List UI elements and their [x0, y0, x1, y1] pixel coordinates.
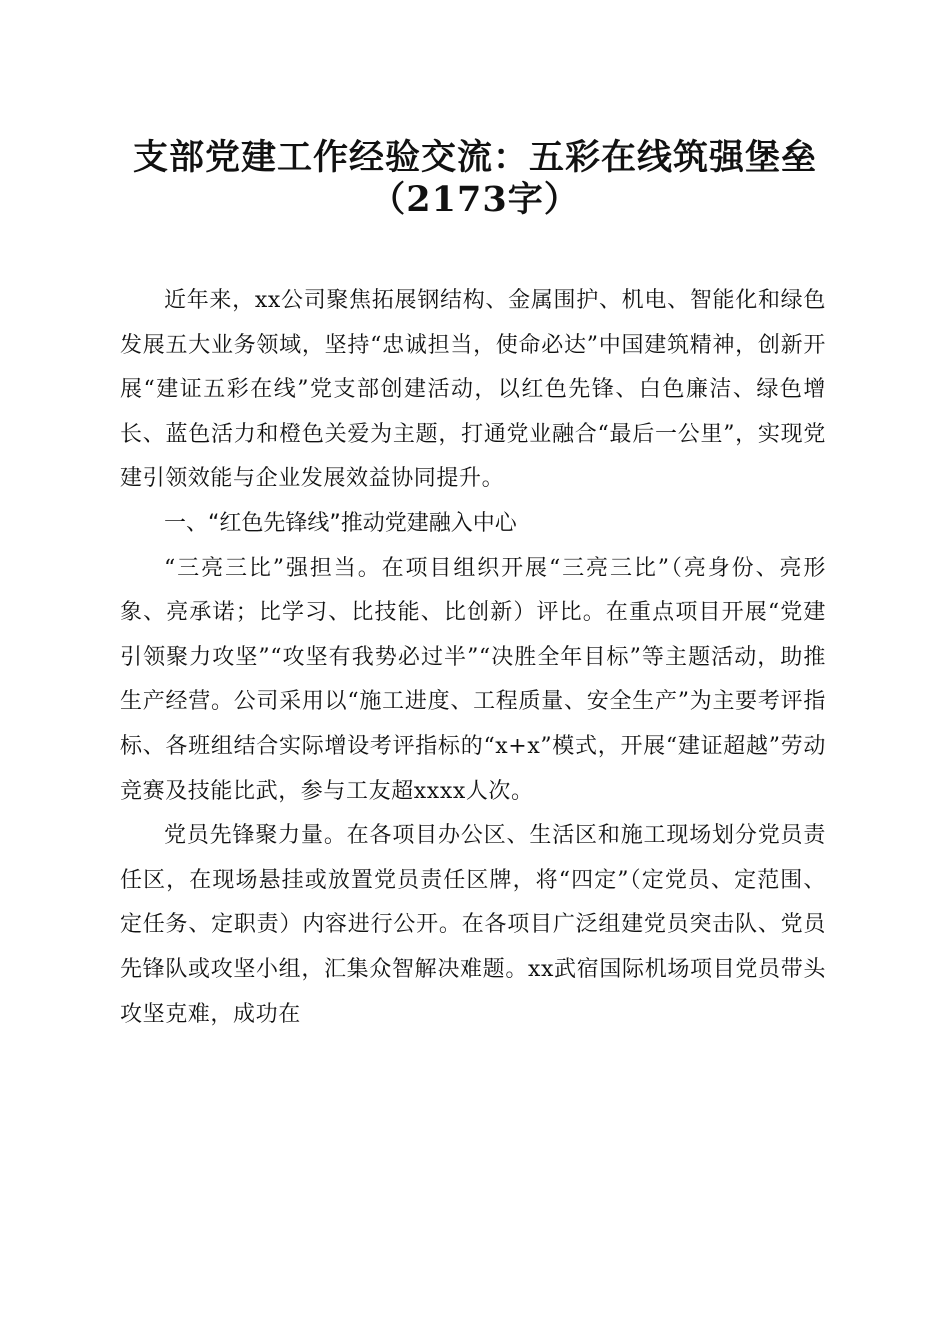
paragraph-three-bright-three-compare: “三亮三比”强担当。在项目组织开展“三亮三比”（亮身份、亮形象、亮承诺；比学习、比技能、比创新）评比。在重点项目开展“党建引领聚力攻坚”“攻坚有我势必过半”“决胜全年目标”等主题活动，助推生产经营。公司采用以“施工进度、工程质量、安全生产”为主要考评指标、各班组结合实际增设考评指标的“x+x”模式，开展“建证超越”劳动竞赛及技能比武，参与工友超xxxx人次。: [120, 555, 826, 804]
title-line-main: 支部党建工作经验交流：五彩在线筑强堡垒: [132, 137, 817, 178]
title-line-wordcount: （2173字）: [370, 179, 580, 220]
intro-paragraph: 近年来，xx公司聚焦拓展钢结构、金属围护、机电、智能化和绿色发展五大业务领域，坚持“忠诚担当，使命必达”中国建筑精神，创新开展“建证五彩在线”党支部创建活动，以红色先锋、白色廉洁、绿色增长、蓝色活力和橙色关爱为主题，打通党业融合“最后一公里”，实现党建引领效能与企业发展效益协同提升。: [120, 288, 826, 492]
section-heading-red-pioneer: 一、“红色先锋线”推动党建融入中心: [164, 510, 517, 536]
paragraph-party-member-vanguard: 党员先锋聚力量。在各项目办公区、生活区和施工现场划分党员责任区，在现场悬挂或放置党员责任区牌，将“四定”（定党员、定范围、定任务、定职责）内容进行公开。在各项目广泛组建党员突击队、党员先锋队或攻坚小组，汇集众智解决难题。xx武宿国际机场项目党员带头攻坚克难，成功在: [120, 823, 826, 1027]
document-body: [120, 279, 826, 1037]
document-title: [100, 137, 850, 221]
